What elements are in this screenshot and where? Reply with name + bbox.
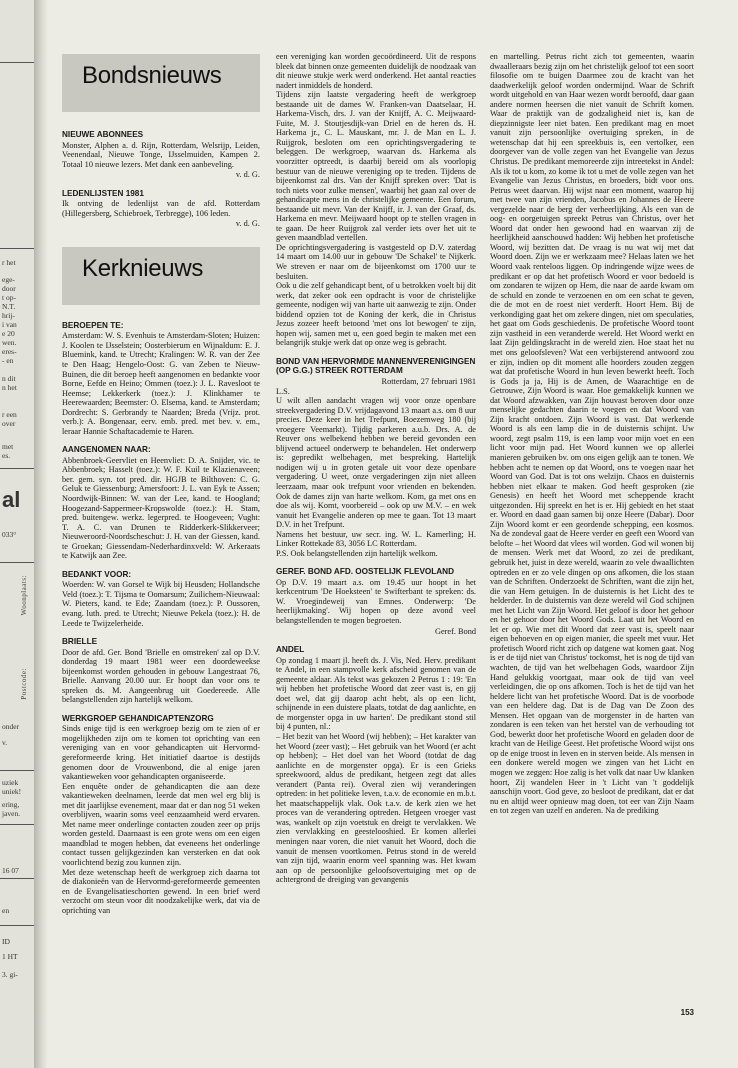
previous-page-text-fragment: r een	[2, 410, 17, 419]
previous-page-form-label: Woonplaats:	[20, 575, 28, 616]
article-heading: BOND VAN HERVORMDE MANNENVERENIGINGEN (OP G.G.) STREEK ROTTERDAM	[276, 356, 476, 376]
article-body: – Het bezit van het Woord (wij hebben); – Het karakter van het Woord (zeer vast); – Het gebruik van het Woord (er acht op hebben); – Het doel van het Woord (totdat de dag aanlichte en de morgenster opga). Er is een Grieks spreekwoord, aldus de predikant, hetgeen zegt dat alles verandert (Panta rei). Overal zien wij veranderingen optreden: in het politieke leven, t.a.v. de economie en m.b.t. het maatschappelijk vlak. Ook t.a.v. de kerk zien we het proces van de verandering optreden. Hetgeen vroeger vast was, wankelt op zijn voetstuk en dreigt te vervlakken. We zien vervlakking en geestelooshied. Er komen allerlei meningen naar voren, die niet vanuit het Woord, doch die vanuit de mensen voortkomen. Petrus stond in de wereld van zijn tijd, waarin enorm veel spanning was. Het kwam aan op de persoonlijke geloofsovertuiging met op de achtergrond de dreiging van gevangenis	[276, 732, 476, 885]
kerknieuws-title: Kerknieuws	[82, 254, 204, 282]
article-heading: BRIELLE	[62, 637, 98, 647]
article-heading: WERKGROEP GEHANDICAPTENZORG	[62, 713, 214, 723]
kerknieuws-banner	[62, 247, 260, 305]
previous-page-text-fragment: uziek	[2, 778, 19, 787]
article-heading: ANDEL	[276, 645, 305, 655]
previous-page-text-fragment: 1 HT	[2, 952, 18, 961]
article-body: Op D.V. 19 maart a.s. om 19.45 uur hoopt in het kerkcentrum 'De Hoeksteen' te Swifterbant te spreken: ds. W. Vroegindeweij van Emnes. Onderwerp: 'De heerlijkmaking'. Wij hopen op deze avond veel belangstellenden te mogen begroeten.	[276, 577, 476, 626]
previous-page-rule	[0, 562, 34, 563]
article-signature: v. d. G.	[235, 170, 260, 180]
previous-page-text-fragment: hrij-	[2, 311, 15, 320]
previous-page-text-fragment: javen.	[2, 809, 21, 818]
previous-page-large-fragment: al	[2, 487, 21, 512]
previous-page-rule	[0, 468, 34, 469]
previous-page-text-fragment: i van	[2, 320, 17, 329]
article-signature: v. d. G.	[235, 219, 260, 229]
article-body: Op zondag 1 maart jl. heeft ds. J. Vis, Ned. Herv. predikant te Andel, in een stampvolle kerk afscheid genomen van de gemeente aldaar. Als tekst was gekozen 2 Petrus 1 : 19: 'En wij hebben het profetische Woord dat zeer vast is, en gij doet wel, dat gij daarop acht hebt, als op een licht, schijnende in een duistere plaats, totdat de dag aanlichte, en de morgenster opga in uw harten'. De predikant stond stil bij 4 punten, nl.:	[276, 655, 476, 732]
previous-page-text-fragment: N.T.	[2, 302, 16, 311]
previous-page-text-fragment: ering,	[2, 800, 20, 809]
article-body: een vereniging kan worden gecoördineerd. Uit de respons bleek dat binnen onze gemeenten duidelijk de noodzaak van dit nieuwe stukje werk werd onderkend. Het aantal reacties nadert inmiddels de honderd.	[276, 52, 476, 90]
article-body: Tijdens zijn laatste vergadering heeft de werkgroep bestaande uit de dames W. Franken-van Daatselaar, H. Harkema-Visch, drs. J. van der Knijff, A. C. Meijwaard-Fuite, M. J. Stoutjesdijk-van Driel en de heren ds. H. Harkema jr., C. L. Mauskant, mr. J. de Man en L. J. Ruijgrok, besloten om een oprichtingsvergadering te beleggen. De werkgroep, waarvan ds. Harkema als voorzitter optreedt, is daarbij bereid om als voorlopig bestuur van de nieuwe vereniging op te treden. Tijdens de bijeenkomst zal drs. Van der Knijff spreken over: 'Dat is toch niets voor zulke mensen', waarbij het gaan zal over de gehandicapte mens in de christelijke gemeente. Een forum, bestaande uit mevr. Van der Knijff, ir. J. van der Graaf, ds. Harkema en mevr. Meijwaard hoopt op te stellen vragen in te gaan. De heer Ruijgrok zal verder iets over het uit te geven maandblad vertellen.	[276, 90, 476, 243]
article-signature: Geref. Bond	[434, 626, 476, 636]
page-gutter	[34, 0, 48, 1068]
previous-page-rule	[0, 248, 34, 249]
article-body: Sinds enige tijd is een werkgroep bezig om te zien of er mogelijkheden zijn om te komen tot oprichting van een vereniging van en voor gehandicapten uit Hervormd-gereformeerde kring. Het initiatief daartoe is destijds genomen door de Vrouwenbond, die al enige jaren vakantieweken voor gehandicapten organiseerde.	[62, 724, 260, 782]
previous-page-text-fragment: en	[2, 906, 10, 915]
article-body: P.S. Ook belangstellenden zijn hartelijk welkom.	[276, 548, 438, 558]
previous-page-rule	[0, 770, 34, 771]
previous-page-text-fragment: eres-	[2, 347, 17, 356]
article-body: Een enquête onder de gehandicapten die aan deze vakantieweken deelnamen, leerde dat men wel erg blij is met dit jaarlijkse evenement, maar dat er dan nog 51 weken overblijven, waarin soms veel eenzaamheid werd ervaren. Met name meer onderlinge contacten zouden zeer op prijs worden gesteld. Daarnaast is een grote wens om een eigen maandblad te mogen hebben, dat eveneens het onderlinge contact tussen gelijkgezinden kan versterken en dat ook voorlichtend bezig zou kunnen zijn.	[62, 781, 260, 868]
previous-page-text-fragment: over	[2, 419, 16, 428]
article-body: Met deze wetenschap heeft de werkgroep zich daarna tot de diakonieën van de Hervormd-gereformeerde gemeenten en de Evangelisatieschorten gewend. In een brief werd verzocht om steun voor dit noodzakelijke werk, dat via de oprichting van	[62, 867, 260, 915]
article-body: U wilt allen aandacht vragen wij voor onze openbare streekvergadering D.V. vrijdagavond 13 maart a.s. om 8 uur precies. Deze keer in het Trefpunt, Boezemweg 180 (bij vroegere Veemarkt). Tijdig parkeren a.u.b. Drs. A. de Reuver ons welbekend hebben we bereid gevonden een blijvend actueel onderwerp te behandelen. Het onderwerp is: gepredikt welbehagen, met bespreking. Hartelijk nodigen wij u in groten getale uit voor deze openbare vergadering. U weet, onze vergaderingen zijn niet alleen leerzaam, maar ook trefpunt voor vrienden en bekenden. Ook de dames zijn van harte welkom. Kom, ga met ons en doe als wij. Komt, voorbereid – ook op uw M.V. – en wek vanuit het Evangelie anderen op mee te gaan. Tot 13 maart D.V. in het Trefpunt.	[276, 396, 476, 530]
article-heading: LEDENLIJSTEN 1981	[62, 188, 144, 198]
previous-page-text-fragment: ID	[2, 937, 10, 946]
article-body: Ik ontving de ledenlijst van de afd. Rotterdam (Hillegersberg, Schiebroek, Terbregge), 106 leden.	[62, 199, 260, 218]
article-body: De oprichtingsvergadering is vastgesteld op D.V. zaterdag 14 maart om 14.00 uur in gebouw 'De Schakel' te Nijkerk. We streven er naar om de bijeenkomst om 1700 uur te besluiten.	[276, 242, 476, 281]
column-2	[276, 52, 476, 885]
previous-page-edge	[0, 0, 35, 1068]
article-body: Monster, Alphen a. d. Rijn, Rotterdam, Welsrijp, Leiden, Veenendaal, Nieuwe Tonge, IJsselmuiden, Kampen 2. Totaal 10 nieuwe lezers. Met dank een aanbeveling.	[62, 140, 260, 169]
previous-page-text-fragment: door	[2, 284, 16, 293]
article-heading: BEDANKT VOOR:	[62, 569, 132, 579]
article-body: Abbenbroek-Geervliet en Heenvliet: D. A. Snijder, vic. te Abbenbroek; Hasselt (toez.): W. F. Kuil te Klazienaveen; ber. gem. syn. tot pred. dir. HGJB te Bilthoven: C. G. Geluk te Giessenburg; Amersfoort: J. L. van Eyk te Assen; Noordwijk-Binnen: W. van der Lee, kand. te Hoogland; Hoogezand-Sappermeer-Kropswolde (toez.): H. Stam, pred. buitengew. werkz. legerpred. te Hoogeveen; Vught: T. A. C. van Drunen te Ridderkerk-Slikkerveer; Nieuweroord-Noordscheschut: J. H. van der Giessen, kand. te Groekan; Giessendam-Nederhardinxveld: W. Arkeraats te Katwijk aan Zee.	[62, 455, 260, 561]
previous-page-rule	[0, 824, 34, 825]
previous-page-text-fragment: es.	[2, 451, 11, 460]
article-body: en martelling. Petrus richt zich tot gemeenten, waarin dwaalleraars bezig zijn om het christelijk geloof tot een soort filosofie om te buigen Daarmee zou de kracht van het daadwerkelijk geloof worden ondermijnd. Waar de Schrift wordt uitgehold en van Haar wezen wordt beroofd, daar gaan andere normen heersen die niet vanuit de Schrift komen. Waar de praktijk van de godzaligheid niet is, kan de diepzinnigste leer niet baten. Een predikant mag en moet vanuit zijn persoonlijke overtuiging spreken, in de wetenschap dat hij een spreekbuis is, een vertolker, een doorgever van de volle zegen van het Evangelie van Jezus Christus. De predikant memoreerde zijn intreetekst in Andel: Als ik tot u kom, zo kome ik tot u met de volle zegen van het Evangelie van Jezus Christus, en broeders, bidt voor ons. Petrus weet daarvan. Hij wijst naar een moment, waarop hij met twee van zijn vrienden, Jacobus en Johannes de Heere vergezelde naar de berg der verheerlijking. Als een van de oog- en oorgetuigen spreekt Petrus van Christus, over het Woord dat onder hen gewoond had en waarvan zij de heerlijkheid aanschouwd hadden: Wij hebben het profetische Woord, wij bezitten dat. De vraag is nu wat wij met dat Woord doen. Zijn we er werkzaam mee? Helaas laten we het Woord vaak renteloos liggen. Op indringende wijze wees de predikant er op dat het profetisch Woord er voor bedoeld is om zondaren te wijzen op Hem, die naar de aarde kwam om de schuld en zonde te verzoenen en om een schat te geven, die de mot en de roest niet verderft. Hoort Hem. Bij de verkondiging gaat het om zekere dingen, niet om speculaties, het gaat om Gods geschiedenis. De profetische Woord toont zijn vastheid in een veranderde wereld. Het Woord werkt en laat Zijn geldingskracht in de wereld zien. Hoe staat het nu met ons geloofsleven? Wat een verbijsterend antwoord zou er zijn, indien op dit moment alle hoorders zouden zeggen wat dat profetische Woord in hun leven bewerkt heeft. Toch is Gods ja ja, Hij is de Amen, de Waarachtige en de Getrouwe, Zijn Woord is waar. Hoe gemakkelijk kunnen we dat Woord afzwakken, van Zijn houvast beroven door onze menselijke gedachten daarin te voegen en dat Woord van Zijn kracht ontdoen. Zijn Woord is vast. Dat werkende Woord is als een lamp die in de duisternis schijnt. Uw woord, zegt psalm 119, is een lamp voor mijn voet en een licht voor mijn pad. Het Woord kunnen we op allerlei manieren gebruiken bv. om ons eigen gelijk aan te tonen. We hebben acht te nemen op dat Woord, ons te voegen naar het Woord van God. Dat is tot ons welzijn. Chaos en duisternis hebben niet elkaar te maken. God heeft gesproken (zie Genesis) en heeft het Woord met scheppende kracht uitgezonden. Hij spreekt en het is er. Hij gebiedt en het staat er. Woord en daad gaan samen bij onze Heere (Dabar). Door Zijn Woord komt er een geordende schepping, een kosmos. Na de zondeval gaat de Heere verder en geeft een Woord van belofte – het Woord dat vlees wil worden. God wil wonen bij de mensen. Werk met dat Woord, zo zei de predikant, gebruik het, juist in deze wereld, waarin zo vele dwaallichten optreden en er zo vele dingen op ons afkomen, die los staan van de Schriften. Onderzoekt de Schriften, want die zijn het, die van Hem getuigen. In de duisternis is het Licht des te helderder. In de duisternis van deze wereld wil God schijnen met het Licht van Zijn Woord. Het geloof is door het gehoor en het gehoor door het Woord Gods. Laat uit het Woord en let er op. Wie met dit Woord dat zeer vast is, speelt naar eigen behoeven en op eigen manier, die speelt met vuur. Het profetisch Woord richt zich op datgene wat komen gaat. Nog is er de tijd niet van Christus' tockomst, het is nog de tijd van wachten, de tijd van het welbehagen Gods, waardoor Zijn Hand gelukkig voortgaat, maar ook de tijd van veel verleidingen, die op ons afkomen. Toch is het de tijd van het heldere licht van het profetische Woord. Dat is de voorbode van een heldere dag. Dat is de Dag van De Zoon des Mensen. Het opgaan van de morgenster in de harten van zondaren is een teken van het herstel van de verhouding tot God, bewerkt door het profetische Woord en geladen door de kracht van de Heilige Geest. Het profetische Woord wijst ons op de enige troost in leven en in sterven beide. Als mensen in een donkere wereld mogen we zingen van het Licht en mogen we zeggen: Hoe zalig is het volk dat naar Uw klanken hoort, Zij wandelen Heer in 't Licht van 't goddelijk aanschijn voort. God geve, zo besloot de predikant, dat er dat nu en altijd weer opnieuw mag doen, tot eer van Zijn Naam en tot zegen van uzelf en anderen. Na de prediking	[490, 52, 694, 816]
previous-page-text-fragment: ege-	[2, 275, 15, 284]
column-3	[490, 52, 694, 816]
previous-page-text-fragment: n dit	[2, 374, 16, 383]
previous-page-rule	[0, 62, 34, 63]
article-body: Amsterdam: W. S. Evenhuis te Amsterdam-Sloten; Huizen: J. Koolen te IJsselstein; Oosterbierum en Wijnaldum: E. J. Bluemink, kand. te Utrecht; Kralingen: W. R. van der Zee te Den Haag; Hengelo-Oost: G. van Zeben te Nieuw-Buinen, die dit beroep heeft aangenomen en bedankte voor Borne, Eefde en Heino; Ommen (toez.): J. L. Ravesloot te Heemse; Lekkerkerk (toez.): J. Klinkhamer te Heerewaarden; Beemster: O. Elsema, kand. te Amsterdam; Dordrecht: S. Gerbrandy te Naarden; Breda (Vrijz. prot. verb.): A. Bongenaar, eerv. emb. pred. met bev. v. em., leraar Hannie Schaftacademie te Haren.	[62, 331, 260, 436]
previous-page-text-fragment: t op-	[2, 293, 16, 302]
article-body: Door de afd. Ger. Bond 'Brielle en omstreken' zal op D.V. donderdag 19 maart 1981 weer een doordeweekse bijeenkomst worden gehouden in gebouw Langestraat 76, Brielle. Aanvang 20.00 uur. Er hoopt dan voor ons te spreken ds. M. Aangeenbrug uit Goedereede. Alle belangstellenden zijn hartelijk welkom.	[62, 647, 260, 705]
article-body: Ook u die zelf gehandicapt bent, of u betrokken voelt bij dit werk, dat zeker ook een opdracht is voor de christelijke gemeente, nodigen wij van harte uit aanwezig te zijn. Onder biddend opzien tot de Koning der kerk, die in Christus Jezus zozeer heeft betoond 'met ons lot bewogen' te zijn, hopen wij, samen met u, een goed begin te maken met een belangrijk stukje werk dat op onze weg is gebracht.	[276, 281, 476, 348]
previous-page-text-fragment: uniek!	[2, 787, 22, 796]
bondsnieuws-title: Bondsnieuws	[82, 62, 222, 89]
article-heading: AANGENOMEN NAAR:	[62, 445, 151, 455]
previous-page-text-fragment: met	[2, 442, 14, 451]
article-heading: NIEUWE ABONNEES	[62, 130, 144, 139]
article-body: Woerden: W. van Gorsel te Wijk bij Heusden; Hollandsche Veld (toez.): T. Tijsma te Oomarsum; Zuilichem-Nieuwaal: W. Pieters, kand. te Ede; Zaandam (toez.): P. Oussoren, evang. luth. pred. te Utrecht; Nieuwe Pekela (toez.): H. de Leede te Twijzelerheide.	[62, 580, 260, 628]
previous-page-text-fragment: wen.	[2, 338, 17, 347]
previous-page-text-fragment: v.	[2, 738, 8, 747]
previous-page-text-fragment: 16 07	[2, 866, 19, 875]
previous-page-rule	[0, 925, 34, 926]
previous-page-text-fragment: 3. gi-	[2, 970, 18, 979]
previous-page-rule	[0, 878, 34, 879]
page-number: 153	[680, 1008, 694, 1017]
article-heading: BEROEPEN TE:	[62, 320, 124, 330]
previous-page-text-fragment: n het	[2, 383, 17, 392]
previous-page-text-fragment: onder	[2, 722, 20, 731]
bondsnieuws-banner	[62, 54, 260, 112]
article-body: L.S.	[276, 386, 290, 396]
column-1	[62, 52, 260, 915]
previous-page-text-fragment: e 20	[2, 329, 15, 338]
article-dateline: Rotterdam, 27 februari 1981	[381, 376, 476, 386]
previous-page-text-fragment: - en	[2, 356, 14, 365]
previous-page-text-fragment: r het	[2, 258, 16, 267]
article-body: Namens het bestuur, uw secr. ing. W. L. Kamerling; H. Linker Rottekade 83, 3056 LC Rotterdam.	[276, 529, 476, 549]
article-heading: GEREF. BOND AFD. OOSTELIJK FLEVOLAND	[276, 567, 455, 577]
previous-page-text-fragment: 033°	[2, 530, 17, 539]
previous-page-form-label: Postcode:	[20, 668, 28, 700]
